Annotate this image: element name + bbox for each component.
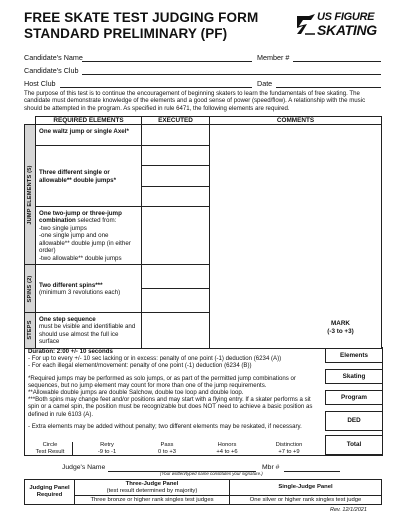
candidate-club-field[interactable] (82, 74, 381, 75)
notes-text (28, 348, 320, 430)
combination-option-3: -two allowable** double jumps (39, 254, 122, 262)
duration-note: Duration: 2:00 +/- 10 seconds (28, 348, 113, 355)
row-step-sequence (36, 313, 142, 349)
member-number-label: Member # (257, 53, 290, 62)
judging-panel-table (24, 479, 382, 505)
spins-title: Two different spins*** (39, 281, 103, 289)
comments-box[interactable] (210, 125, 382, 349)
date-field[interactable] (276, 87, 381, 88)
logo-line1: US FIGURE (317, 11, 375, 23)
executed-spin-2[interactable] (142, 289, 209, 312)
steps-label: STEPS (27, 320, 33, 340)
single-jumps-text: Three different single or allowable** double jumps* (39, 169, 117, 184)
mark-label: MARK (331, 320, 350, 327)
elements-table (24, 116, 382, 349)
notes-and-scores (24, 347, 383, 456)
step-sequence-sub: must be visible and identifiable and should use almost the full ice surface (39, 323, 136, 346)
scale-distinction[interactable]: Distinction +7 to +9 (275, 442, 303, 455)
duration-penalty-note: - For up to every +/- 10 sec lacking or in excess: penalty of one point (-1) deduction (6234 (A)) (28, 355, 282, 363)
steps-side (25, 313, 36, 349)
deduction-box[interactable]: DED (325, 411, 383, 431)
executed-combination[interactable] (142, 207, 210, 265)
host-club-label: Host Club (24, 79, 56, 88)
single-judge-panel: Single-Judge Panel (230, 480, 382, 496)
three-judge-sub: (test result determined by majority) (106, 487, 198, 494)
header-required-elements: REQUIRED ELEMENTS (36, 117, 142, 125)
executed-jump-1[interactable] (142, 146, 209, 166)
combination-rest: selected from: (75, 217, 117, 225)
illegal-element-note: - For each illegal element/movement: penalty of one point (-1) deduction (6234 (B)) (28, 362, 252, 370)
judge-mbr-field[interactable] (284, 471, 340, 472)
scale-honors[interactable]: Honors +4 to +6 (216, 442, 238, 455)
member-number-field[interactable] (293, 61, 381, 62)
required-jumps-note: *Required jumps may be performed as solo jumps, or as part of the permitted jump combinations or sequences, but no jump element may count for more than one of the jump requirements. (28, 374, 296, 389)
executed-spins[interactable] (142, 265, 210, 313)
combination-title: One two-jump or three-jump combination (39, 210, 122, 225)
elements-score-box[interactable]: Elements (325, 348, 383, 363)
judge-name-label: Judge's Name (62, 464, 106, 471)
header-comments: COMMENTS (210, 117, 382, 125)
waltz-jump-text: One waltz jump or single Axel* (39, 128, 129, 135)
spins-sub: (minimum 3 revolutions each) (39, 289, 121, 296)
spins-note: ***Both spins may change feet and/or positions and may start with a flying entry. If a skater performs a sit spin or a camel spin, the position must be recognizable but does NOT need to achieve a basic position as defined in rule 6103 (A). (28, 396, 313, 418)
row-spins (36, 265, 142, 313)
executed-waltz-jump[interactable] (142, 125, 210, 146)
spins-side (25, 265, 36, 313)
candidate-club-label: Candidate's Club (24, 66, 79, 75)
candidate-name-label: Candidate's Name (24, 53, 83, 62)
panel-required-label: Judging Panel Required (25, 480, 75, 505)
row-single-jumps (36, 146, 142, 207)
step-sequence-title: One step sequence (39, 316, 96, 323)
three-judge-title: Three-Judge Panel (125, 480, 179, 487)
allowable-doubles-note: **Allowable double jumps are double Salchow, double toe loop and double loop. (28, 389, 244, 397)
judge-mbr-label: Mbr # (262, 464, 280, 471)
us-figure-skating-logo (295, 12, 377, 40)
combination-option-2: -one single jump and one allowable** double jump (in either order) (39, 232, 131, 255)
logo-line2: SKATING (317, 22, 377, 38)
row-jump-combination (36, 207, 142, 265)
spins-label: SPINS (2) (27, 275, 33, 302)
form-title-line2: STANDARD PRELIMINARY (PF) (24, 26, 228, 41)
row-waltz-jump (36, 125, 142, 146)
three-judge-panel (75, 480, 230, 496)
executed-spin-1[interactable] (142, 265, 209, 289)
total-score-box[interactable]: Total (325, 435, 383, 455)
date-label: Date (257, 79, 273, 88)
executed-jump-2[interactable] (142, 166, 209, 186)
signature-note: (Your written/typed name constitutes your signature.) (160, 471, 263, 476)
executed-jump-3[interactable] (142, 187, 209, 206)
header-blank (25, 117, 36, 125)
form-title-line1: FREE SKATE TEST JUDGING FORM (24, 10, 259, 25)
executed-steps[interactable] (142, 313, 210, 349)
mark-header (300, 320, 381, 335)
scale-circle: Circle Test Result (28, 442, 73, 456)
purpose-statement: The purpose of this test is to continue the encouragement of beginning skaters to learn the fundamentals of free skating. The candidate must demonstrate knowledge of the elements and a good sense of power (speed/flow). A relationship with the music should be attempted in the program. As specified in rule 6471, the following elements are required. (24, 90, 366, 112)
combination-option-1: -two single jumps (39, 224, 87, 232)
mark-range: (-3 to +3) (327, 327, 354, 335)
skating-score-box[interactable]: Skating (325, 369, 383, 384)
skater-logo-icon (295, 12, 317, 38)
executed-single-jumps[interactable] (142, 146, 210, 207)
candidate-name-field[interactable] (82, 61, 252, 62)
form-title (24, 10, 258, 42)
header-executed: EXECUTED (142, 117, 210, 125)
three-judge-requirement: Three bronze or higher rank singles test judges (75, 496, 230, 505)
revision-date: Rev. 12/1/2021 (330, 507, 367, 513)
scale-retry[interactable]: Retry -9 to -1 (97, 442, 117, 455)
host-club-field[interactable] (60, 87, 252, 88)
program-score-box[interactable]: Program (325, 390, 383, 405)
jump-elements-label: JUMP ELEMENTS (5) (27, 164, 33, 225)
scale-pass[interactable]: Pass 0 to +3 (158, 442, 176, 455)
single-judge-requirement: One silver or higher rank singles test judge (230, 496, 382, 505)
extra-elements-note: - Extra elements may be added without penalty; two different elements may be reskated, if necessary. (28, 422, 302, 430)
jump-elements-side (25, 125, 36, 265)
